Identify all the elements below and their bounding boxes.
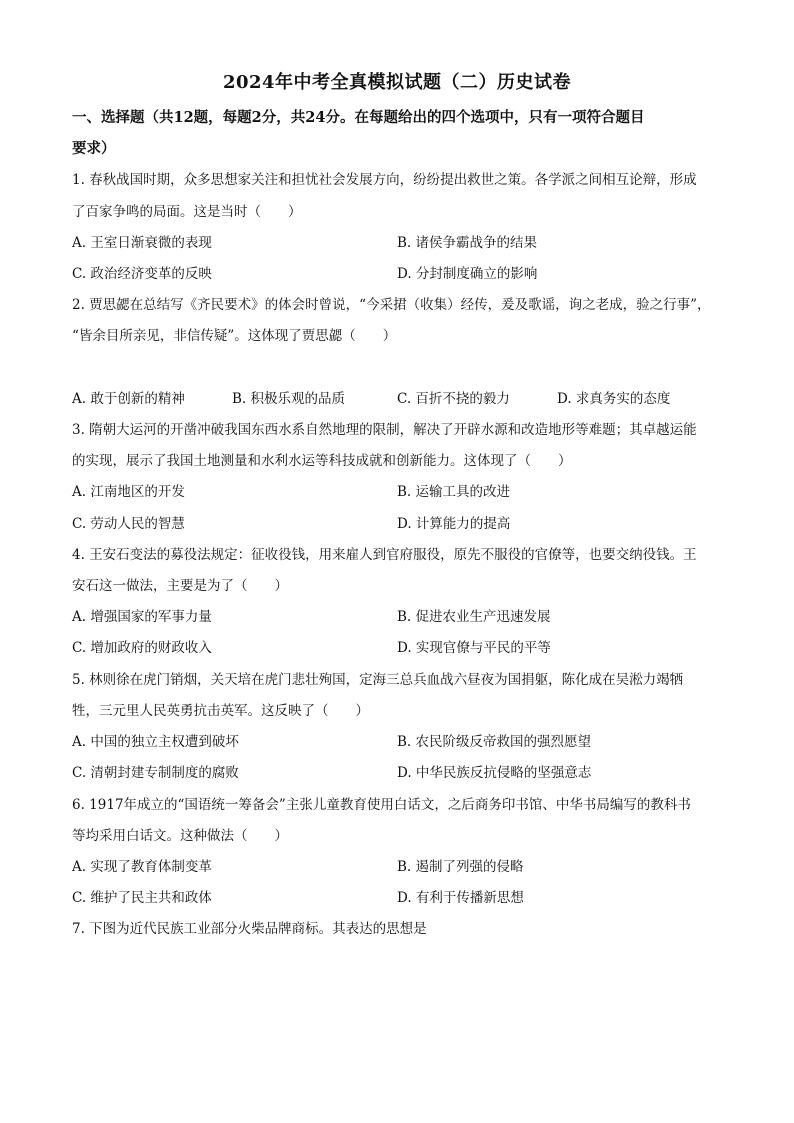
question-1-option-a: A. 王室日渐衰微的表现: [72, 235, 212, 251]
question-5-option-a: A. 中国的独立主权遭到破坏: [72, 734, 239, 750]
question-3-option-b: B. 运输工具的改进: [397, 484, 511, 500]
question-6-line-1: 6. 1917年成立的“国语统一筹备会”主张儿童教育使用白话文，之后商务印书馆、中华书局编写的教科书: [72, 797, 691, 813]
question-3-option-d: D. 计算能力的提高: [397, 516, 511, 532]
question-5-line-2: 牲，三元里人民英勇抗击英军。这反映了（ ）: [72, 703, 369, 719]
question-3-option-c: C. 劳动人民的智慧: [72, 516, 185, 532]
question-4-option-d: D. 实现官僚与平民的平等: [397, 640, 551, 656]
question-1-option-d: D. 分封制度确立的影响: [397, 266, 538, 282]
question-4-line-1: 4. 王安石变法的募役法规定：征收役钱，用来雇人到官府服役，原先不服役的官僚等，也要交纳役钱。王: [72, 547, 697, 563]
question-5-option-d: D. 中华民族反抗侵略的坚强意志: [397, 765, 592, 781]
question-1-line-1: 1. 春秋战国时期，众多思想家关注和担忧社会发展方向，纷纷提出救世之策。各学派之间相互论辩，形成: [72, 172, 697, 188]
question-2-line-2: “皆余目所亲见，非信传疑”。这体现了贾思勰（ ）: [72, 328, 397, 344]
question-2-option-c: C. 百折不挠的毅力: [397, 391, 510, 407]
question-3-line-2: 的实现，展示了我国土地测量和水利水运等科技成就和创新能力。这体现了（ ）: [72, 453, 572, 469]
section-heading-line-1: 一、选择题（共12题，每题2分，共24分。在每题给出的四个选项中，只有一项符合题目: [72, 109, 645, 126]
question-4-option-a: A. 增强国家的军事力量: [72, 609, 212, 625]
question-5-line-1: 5. 林则徐在虎门销烟，关天培在虎门悲壮殉国，定海三总兵血战六昼夜为国捐躯，陈化成在吴淞力竭牺: [72, 672, 684, 688]
question-6-option-a: A. 实现了教育体制变革: [72, 859, 212, 875]
question-2-option-a: A. 敢于创新的精神: [72, 391, 185, 407]
question-1-line-2: 了百家争鸣的局面。这是当时（ ）: [72, 204, 302, 220]
question-5-option-b: B. 农民阶级反帝救国的强烈愿望: [397, 734, 592, 750]
question-4-option-c: C. 增加政府的财政收入: [72, 640, 212, 656]
question-1-option-c: C. 政治经济变革的反映: [72, 266, 212, 282]
question-6-line-2: 等均采用白话文。这种做法（ ）: [72, 828, 288, 844]
section-heading-line-2: 要求）: [72, 140, 116, 157]
question-1-option-b: B. 诸侯争霸战争的结果: [397, 235, 538, 251]
question-6-option-d: D. 有利于传播新思想: [397, 890, 524, 906]
question-6-option-b: B. 遏制了列强的侵略: [397, 859, 524, 875]
question-5-option-c: C. 清朝封建专制制度的腐败: [72, 765, 239, 781]
question-6-option-c: C. 维护了民主共和政体: [72, 890, 212, 906]
question-4-line-2: 安石这一做法，主要是为了（ ）: [72, 578, 288, 594]
question-4-option-b: B. 促进农业生产迅速发展: [397, 609, 551, 625]
question-3-option-a: A. 江南地区的开发: [72, 484, 185, 500]
question-2-option-b: B. 积极乐观的品质: [232, 391, 346, 407]
question-3-line-1: 3. 隋朝大运河的开凿冲破我国东西水系自然地理的限制，解决了开辟水源和改造地形等难题；其卓越运能: [72, 422, 697, 438]
exam-title: 2024年中考全真模拟试题（二）历史试卷: [222, 72, 572, 93]
question-2-option-d: D. 求真务实的态度: [557, 391, 671, 407]
question-7-line-1: 7. 下图为近代民族工业部分火柴品牌商标。其表达的思想是: [72, 921, 427, 937]
question-2-line-1: 2. 贾思勰在总结写《齐民要术》的体会时曾说，“今采捃（收集）经传，爰及歌谣，询之老成，验之行事”，: [72, 297, 711, 313]
